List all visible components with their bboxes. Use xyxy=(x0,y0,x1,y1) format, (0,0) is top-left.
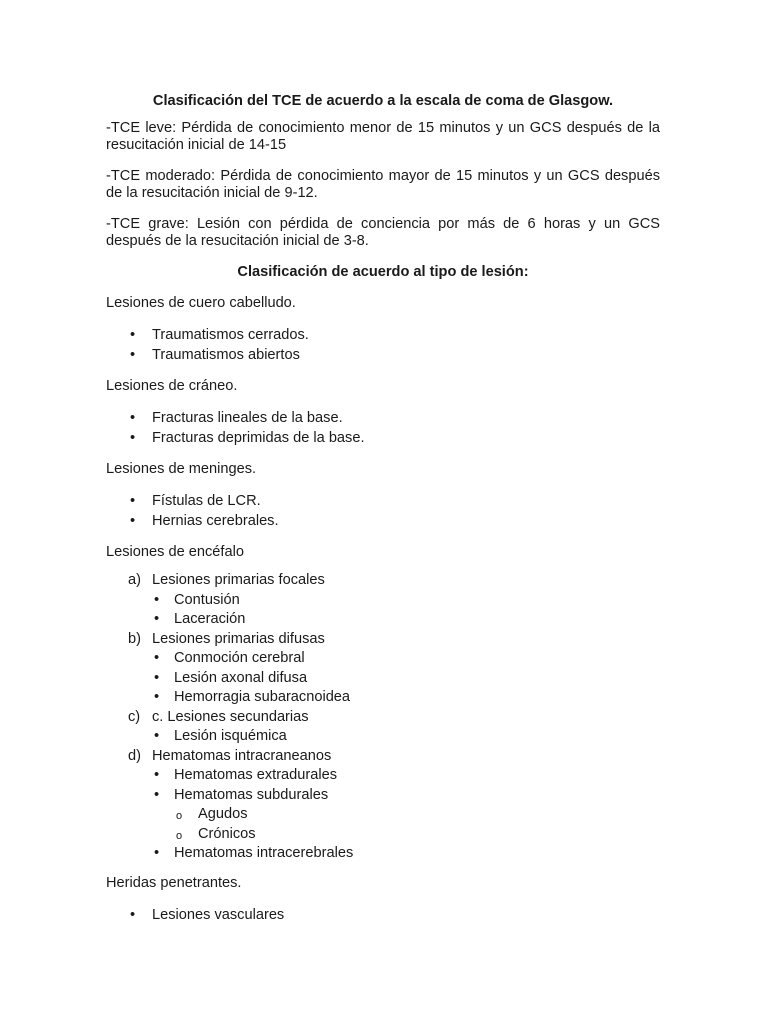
brain-label: Lesiones de encéfalo xyxy=(106,544,244,560)
list-item: • Lesión isquémica xyxy=(152,727,660,747)
scalp-list xyxy=(106,325,660,365)
list-item: o Crónicos xyxy=(174,825,660,845)
brain-groups xyxy=(106,571,660,864)
list-item: o Agudos xyxy=(174,805,660,825)
skull-label: Lesiones de cráneo. xyxy=(106,378,238,394)
severity-severe: -TCE grave: Lesión con pérdida de conciencia por más de 6 horas y un GCS después de la resucitación inicial de 3-8. xyxy=(106,216,660,249)
list-item: • Lesión axonal difusa xyxy=(152,669,660,689)
list-item: • Fracturas deprimidas de la base. xyxy=(106,428,660,448)
list-item: • Hemorragia subaracnoidea xyxy=(152,688,660,708)
group-label: c. Lesiones secundarias xyxy=(152,708,309,725)
list-item: • Fracturas lineales de la base. xyxy=(106,408,660,428)
group-d-items xyxy=(152,766,660,864)
document-title: Clasificación del TCE de acuerdo a la escala de coma de Glasgow. xyxy=(152,93,614,109)
group-label: Lesiones primarias difusas xyxy=(152,630,325,647)
list-item: • Hematomas extradurales xyxy=(152,766,660,786)
group-label: Lesiones primarias focales xyxy=(152,572,325,588)
subdural-types xyxy=(174,805,660,844)
list-item: • Hernias cerebrales. xyxy=(106,511,660,531)
list-item: • Fístulas de LCR. xyxy=(106,491,660,511)
list-item: • Laceración xyxy=(152,610,660,630)
section-subtitle: Clasificación de acuerdo al tipo de lesión: xyxy=(237,264,529,280)
group-a-items xyxy=(152,591,660,630)
list-item: • Hematomas intracerebrales xyxy=(152,844,660,864)
list-item-label: Hematomas subdurales xyxy=(174,786,329,803)
meninges-label: Lesiones de meninges. xyxy=(106,461,257,477)
brain-group-c xyxy=(106,708,660,747)
skull-list xyxy=(106,408,660,448)
brain-group-d xyxy=(106,747,660,864)
group-letter: a) xyxy=(128,572,141,588)
list-item: • Traumatismos cerrados. xyxy=(106,325,660,345)
severity-mild: -TCE leve: Pérdida de conocimiento menor de 15 minutos y un GCS después de la resucitación inicial de 14-15 xyxy=(106,120,660,153)
list-item: • Traumatismos abiertos xyxy=(106,345,660,365)
group-b-items xyxy=(152,649,660,708)
group-letter: d) xyxy=(128,747,141,764)
brain-group-a xyxy=(106,571,660,630)
brain-group-b xyxy=(106,630,660,708)
penetrating-list xyxy=(106,905,660,925)
list-item: • Lesiones vasculares xyxy=(106,905,660,925)
group-label: Hematomas intracraneanos xyxy=(152,747,332,764)
penetrating-label: Heridas penetrantes. xyxy=(106,874,242,891)
group-letter: c) xyxy=(128,708,141,725)
scalp-label: Lesiones de cuero cabelludo. xyxy=(106,295,296,311)
document-content xyxy=(106,93,660,925)
group-letter: b) xyxy=(128,630,141,647)
meninges-list xyxy=(106,491,660,531)
group-c-items xyxy=(152,727,660,747)
list-item xyxy=(152,786,660,845)
list-item: • Conmoción cerebral xyxy=(152,649,660,669)
list-item: • Contusión xyxy=(152,591,660,611)
severity-moderate: -TCE moderado: Pérdida de conocimiento mayor de 15 minutos y un GCS después de la resucitación inicial de 9-12. xyxy=(106,168,660,201)
